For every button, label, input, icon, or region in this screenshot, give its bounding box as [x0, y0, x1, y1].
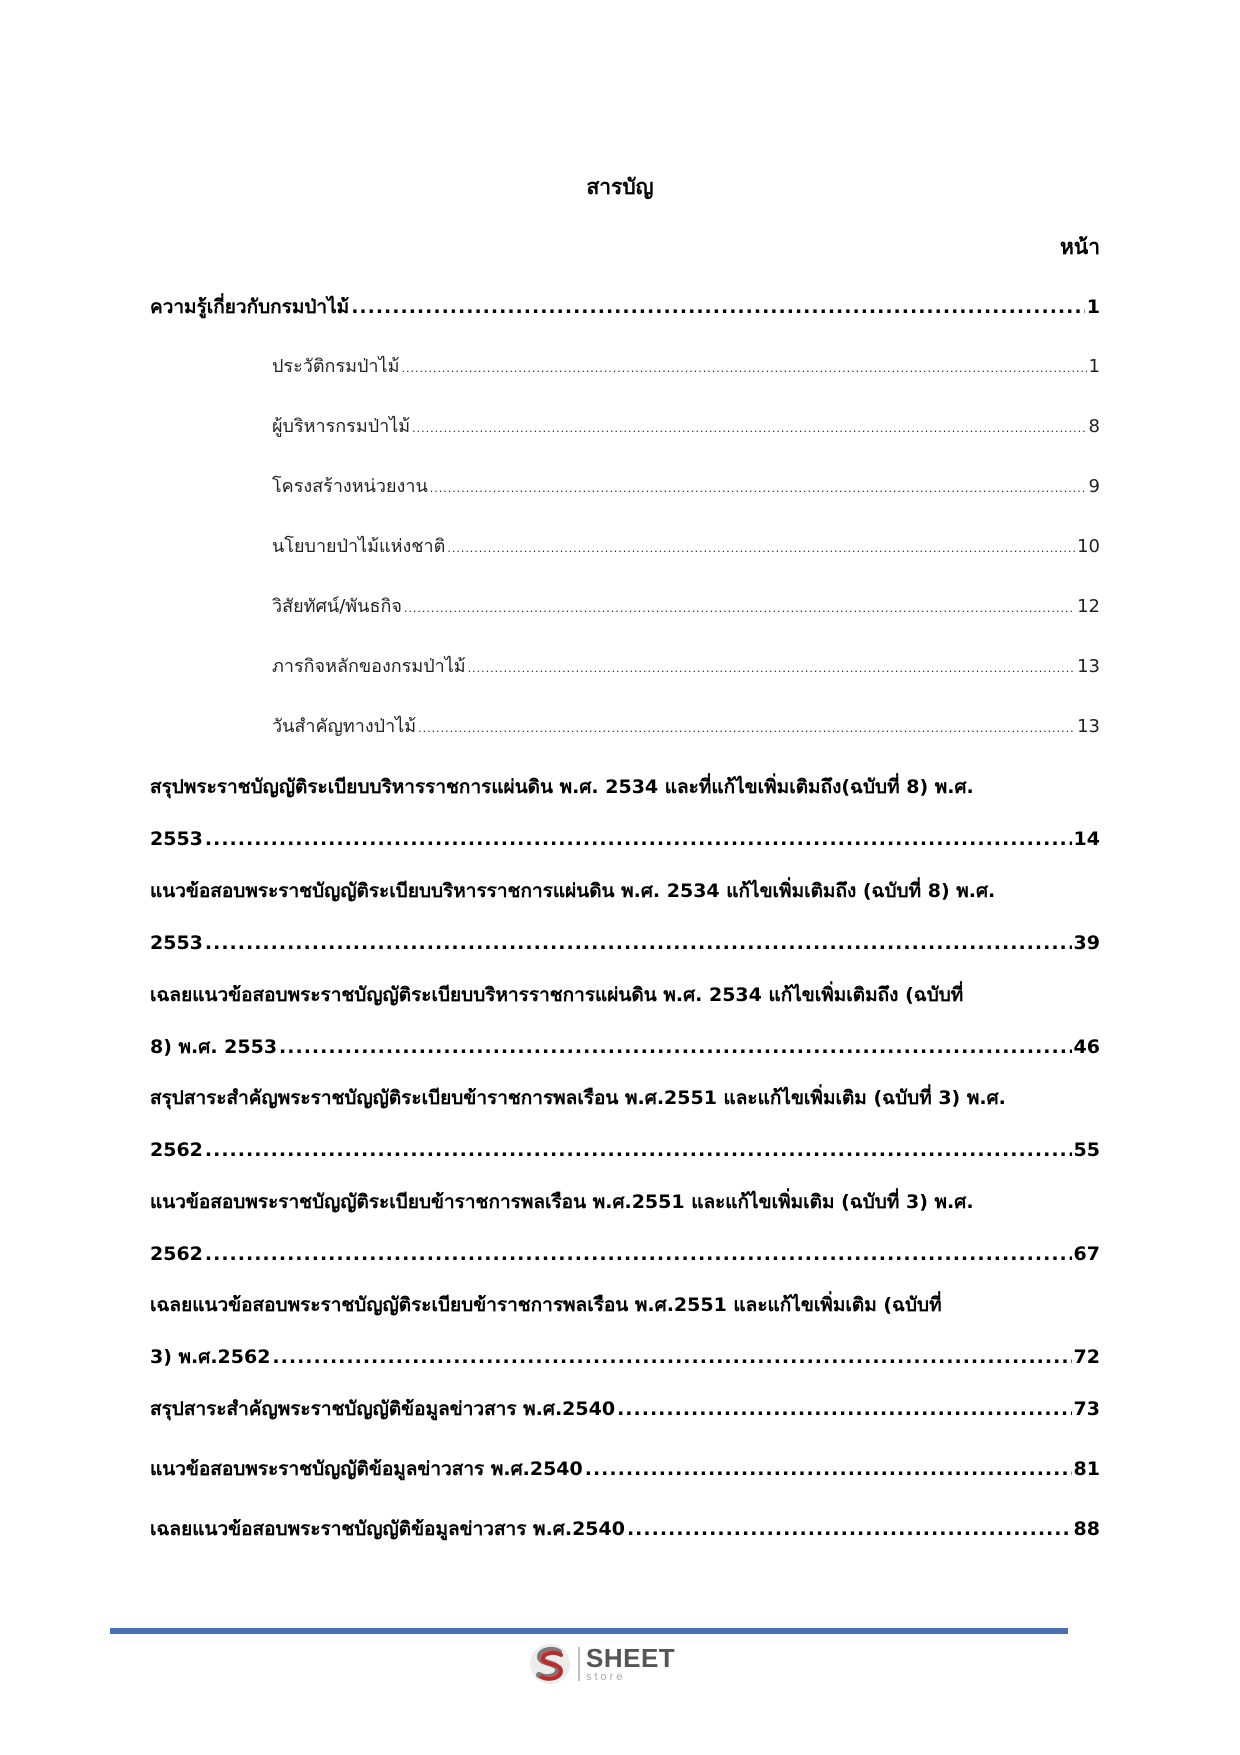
page-number: 13 — [1077, 656, 1100, 677]
toc-entry-info-act-answers[interactable]: เฉลยแนวข้อสอบพระราชบัญญัติข้อมูลข่าวสาร พ.ศ.2540 ..... 88 — [150, 1514, 1100, 1544]
logo-wordmark: SHEET store — [586, 1643, 676, 1683]
toc-entry-civil-service-answers[interactable]: เฉลยแนวข้อสอบพระราชบัญญัติระเบียบข้าราชการพลเรือน พ.ศ.2551 และแก้ไขเพิ่มเติม (ฉบับที่ 3) พ.ศ.2562 ..... 72 — [150, 1290, 1100, 1372]
page-number: 1 — [1086, 296, 1100, 318]
toc-entry-admin-act-exam[interactable]: แนวข้อสอบพระราชบัญญัติระเบียบบริหารราชการแผ่นดิน พ.ศ. 2534 แก้ไขเพิ่มเติมถึง (ฉบับที่ 8) พ.ศ. 2553 ..... 39 — [150, 876, 1100, 958]
toc-entry-civil-service-exam[interactable]: แนวข้อสอบพระราชบัญญัติระเบียบข้าราชการพลเรือน พ.ศ.2551 และแก้ไขเพิ่มเติม (ฉบับที่ 3) พ.ศ. 2562 ..... 67 — [150, 1187, 1100, 1269]
toc-entry-admin-act-answers[interactable]: เฉลยแนวข้อสอบพระราชบัญญัติระเบียบบริหารราชการแผ่นดิน พ.ศ. 2534 แก้ไขเพิ่มเติมถึง (ฉบับที่ 8) พ.ศ. 2553 ..... 46 — [150, 980, 1100, 1062]
page-column-label: หน้า — [1060, 235, 1100, 259]
page-number: 67 — [1073, 1243, 1100, 1265]
page-number: 9 — [1088, 476, 1100, 497]
toc-subentry-policy[interactable]: นโยบายป่าไม้แห่งชาติ ..... 10 — [150, 532, 1100, 562]
toc-subentry-important-days[interactable]: วันสำคัญทางป่าไม้ ..... 13 — [150, 712, 1100, 742]
footer-rule — [110, 1628, 1068, 1634]
sheet-store-logo-icon — [528, 1642, 572, 1686]
toc-subentry-vision[interactable]: วิสัยทัศน์/พันธกิจ ..... 12 — [150, 592, 1100, 622]
toc-title: สารบัญ — [586, 175, 654, 199]
page-number: 73 — [1073, 1398, 1100, 1420]
toc-subentry-executives[interactable]: ผู้บริหารกรมป่าไม้ ..... 8 — [150, 412, 1100, 442]
toc-subentry-structure[interactable]: โครงสร้างหน่วยงาน ..... 9 — [150, 472, 1100, 502]
toc-entry-info-act-summary[interactable]: สรุปสาระสำคัญพระราชบัญญัติข้อมูลข่าวสาร พ.ศ.2540 ..... 73 — [150, 1394, 1100, 1424]
page-number: 55 — [1073, 1139, 1100, 1161]
sheet-store-logo — [528, 1642, 675, 1686]
page-number: 12 — [1077, 596, 1100, 617]
page-number: 39 — [1073, 932, 1100, 954]
page-number: 88 — [1073, 1518, 1100, 1540]
toc-subentry-history[interactable]: ประวัติกรมป่าไม้ ..... 1 — [150, 352, 1100, 382]
toc-entry-info-act-exam[interactable]: แนวข้อสอบพระราชบัญญัติข้อมูลข่าวสาร พ.ศ.2540 ..... 81 — [150, 1454, 1100, 1484]
toc-entry-admin-act-summary[interactable]: สรุปพระราชบัญญัติระเบียบบริหารราชการแผ่นดิน พ.ศ. 2534 และที่แก้ไขเพิ่มเติมถึง(ฉบับที่ 8) พ.ศ. 2553 ..... 14 — [150, 772, 1100, 854]
page-number: 13 — [1077, 716, 1100, 737]
page-number: 46 — [1073, 1036, 1100, 1058]
page-number: 10 — [1077, 536, 1100, 557]
page-number: 14 — [1073, 828, 1100, 850]
page-number: 72 — [1073, 1346, 1100, 1368]
page-number: 1 — [1088, 356, 1100, 377]
page-number: 8 — [1088, 416, 1100, 437]
page-number: 81 — [1073, 1458, 1100, 1480]
toc-subentry-missions[interactable]: ภารกิจหลักของกรมป่าไม้ ..... 13 — [150, 652, 1100, 682]
toc-entry-civil-service-summary[interactable]: สรุปสาระสำคัญพระราชบัญญัติระเบียบข้าราชการพลเรือน พ.ศ.2551 และแก้ไขเพิ่มเติม (ฉบับที่ 3) พ.ศ. 2562 ..... 55 — [150, 1083, 1100, 1165]
toc-entry-forestry-knowledge[interactable]: ความรู้เกี่ยวกับกรมป่าไม้ ..... 1 — [150, 292, 1100, 322]
logo-divider — [578, 1647, 580, 1681]
